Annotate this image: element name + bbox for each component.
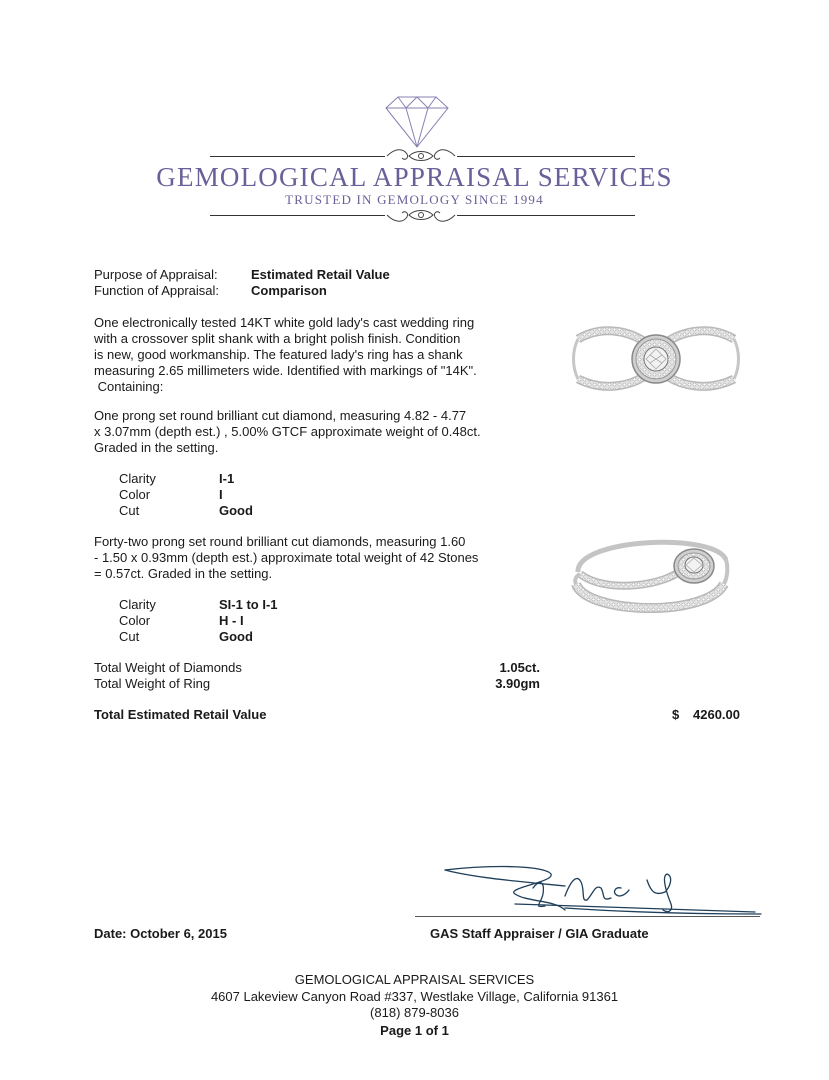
purpose-value: Estimated Retail Value	[251, 267, 390, 282]
stone1-clarity-value: I-1	[219, 471, 235, 486]
description-line: One prong set round brilliant cut diamond, measuring 4.82 - 4.77	[94, 408, 467, 423]
footer-address: 4607 Lakeview Canyon Road #337, Westlake Village, California 91361	[210, 989, 619, 1004]
logo-company-name: GEMOLOGICAL APPRAISAL SERVICES	[156, 162, 673, 192]
diamond-logo-icon	[384, 94, 450, 150]
function-value: Comparison	[251, 283, 327, 298]
retail-value: 4260.00	[693, 707, 740, 722]
side-stones-description	[94, 534, 504, 582]
stone1-cut-value: Good	[219, 503, 253, 518]
total-diamonds-value: 1.05ct.	[499, 660, 540, 675]
footer-company: GEMOLOGICAL APPRAISAL SERVICES	[294, 972, 535, 987]
description-line: = 0.57ct. Graded in the setting.	[94, 566, 273, 581]
stone1-color-label: Color	[119, 487, 151, 502]
logo-bottom-rule-right	[457, 215, 635, 216]
ring-photo-angled	[566, 522, 736, 622]
retail-currency: $	[672, 707, 680, 722]
stone2-clarity-label: Clarity	[119, 597, 156, 612]
function-label: Function of Appraisal:	[94, 283, 220, 298]
description-line: with a crossover split shank with a bright polish finish. Condition	[94, 331, 461, 346]
total-ring-label: Total Weight of Ring	[94, 676, 211, 691]
total-ring-value: 3.90gm	[495, 676, 540, 691]
center-stone-description	[94, 408, 504, 456]
page-number: Page 1 of 1	[380, 1023, 449, 1038]
appraiser-title: GAS Staff Appraiser / GIA Graduate	[430, 926, 649, 941]
description-line: One electronically tested 14KT white gold lady's cast wedding ring	[94, 315, 475, 330]
stone2-cut-value: Good	[219, 629, 253, 644]
ring-photo-front	[572, 307, 740, 411]
description-line: Forty-two prong set round brilliant cut diamonds, measuring 1.60	[94, 534, 466, 549]
description-line: x 3.07mm (depth est.) , 5.00% GTCF approximate weight of 0.48ct.	[94, 424, 481, 439]
logo-tagline: TRUSTED IN GEMOLOGY SINCE 1994	[285, 192, 544, 207]
ring-description	[94, 315, 504, 395]
stone1-cut-label: Cut	[119, 503, 140, 518]
flourish-ornament-icon	[385, 205, 457, 225]
logo-bottom-rule-left	[210, 215, 385, 216]
description-line: - 1.50 x 0.93mm (depth est.) approximate total weight of 42 Stones	[94, 550, 479, 565]
description-line: is new, good workmanship. The featured lady's ring has a shank	[94, 347, 463, 362]
total-diamonds-label: Total Weight of Diamonds	[94, 660, 242, 675]
stone2-color-label: Color	[119, 613, 151, 628]
description-line: Graded in the setting.	[94, 440, 219, 455]
stone2-clarity-value: SI-1 to I-1	[219, 597, 278, 612]
stone2-cut-label: Cut	[119, 629, 140, 644]
logo-top-rule-right	[457, 156, 635, 157]
appraiser-signature	[415, 860, 765, 922]
signature-line	[415, 916, 760, 917]
stone1-clarity-label: Clarity	[119, 471, 156, 486]
stone2-color-value: H - I	[219, 613, 244, 628]
retail-value-label: Total Estimated Retail Value	[94, 707, 267, 722]
logo-top-rule-left	[210, 156, 385, 157]
footer-phone: (818) 879-8036	[370, 1005, 459, 1020]
description-line: Containing:	[94, 379, 164, 394]
purpose-label: Purpose of Appraisal:	[94, 267, 218, 282]
stone1-color-value: I	[219, 487, 223, 502]
appraisal-date: Date: October 6, 2015	[94, 926, 227, 941]
description-line: measuring 2.65 millimeters wide. Identified with markings of "14K".	[94, 363, 477, 378]
